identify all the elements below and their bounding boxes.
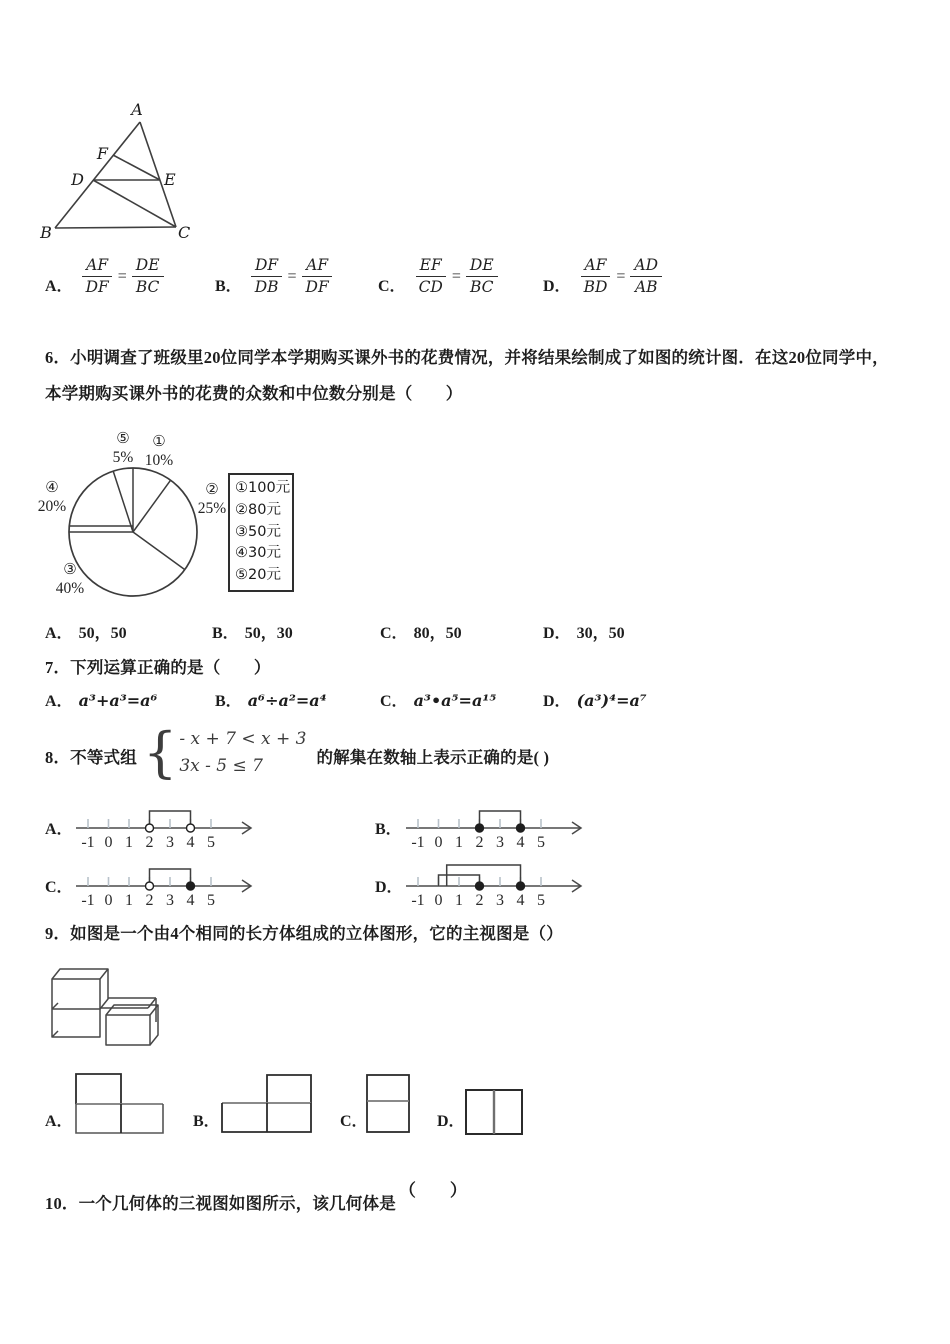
svg-text:-1: -1 bbox=[81, 834, 95, 851]
svg-text:5: 5 bbox=[207, 892, 215, 909]
legend-item: ③50元 bbox=[235, 523, 281, 540]
q7-options bbox=[45, 688, 915, 718]
svg-text:1: 1 bbox=[125, 834, 133, 851]
pie-label-4 bbox=[28, 478, 76, 516]
number-line-a bbox=[72, 798, 262, 854]
svg-text:0: 0 bbox=[434, 892, 443, 909]
option-letter: A． bbox=[45, 1113, 73, 1130]
cuboid-stack-figure bbox=[25, 958, 185, 1058]
q9-options bbox=[45, 1068, 915, 1142]
option-letter: B． bbox=[212, 625, 239, 642]
pie-legend bbox=[228, 473, 294, 592]
slice-id: ④ bbox=[45, 478, 59, 496]
fraction-denominator: BD bbox=[583, 278, 608, 297]
fraction-rhs bbox=[302, 256, 333, 298]
triangle-label-a: A bbox=[131, 100, 143, 119]
q5-option-a bbox=[45, 256, 164, 298]
q9-text: 9．如图是一个由4个相同的长方体组成的立体图形，它的主视图是（） bbox=[45, 924, 563, 943]
option-letter: A． bbox=[45, 625, 73, 642]
slice-id: ⑤ bbox=[116, 429, 130, 447]
q5-option-d bbox=[543, 256, 662, 298]
svg-text:0: 0 bbox=[434, 834, 443, 851]
option-letter: B． bbox=[375, 821, 402, 838]
option-letter: A． bbox=[45, 821, 73, 838]
legend-item: ②80元 bbox=[235, 501, 281, 518]
q5-option-c bbox=[378, 256, 498, 298]
option-letter: C． bbox=[380, 625, 408, 642]
svg-text:4: 4 bbox=[186, 834, 195, 851]
slice-percent: 40% bbox=[55, 580, 85, 597]
svg-text:1: 1 bbox=[455, 834, 463, 851]
equals-sign: = bbox=[616, 267, 626, 285]
triangle-label-b: B bbox=[40, 223, 52, 242]
q6-option-d bbox=[543, 620, 625, 643]
inequality-system bbox=[142, 721, 307, 784]
svg-text:5: 5 bbox=[537, 834, 545, 851]
equals-sign: = bbox=[451, 267, 461, 285]
option-letter: A． bbox=[45, 693, 73, 710]
q8-option-b bbox=[375, 798, 605, 856]
svg-text:2: 2 bbox=[145, 834, 154, 851]
fraction-numerator: EF bbox=[416, 256, 446, 277]
fraction-rhs bbox=[630, 256, 662, 298]
q6-text-line2: 本学期购买课外书的花费的众数和中位数分别是（ ） bbox=[45, 384, 463, 403]
system-line-top: - x + 7 < x + 3 bbox=[179, 729, 307, 749]
fraction-rhs bbox=[466, 256, 498, 298]
option-letter: D． bbox=[543, 693, 571, 710]
slice-id: ② bbox=[205, 480, 219, 498]
svg-text:4: 4 bbox=[516, 834, 525, 851]
legend-item: ④30元 bbox=[235, 545, 281, 562]
option-letter: C． bbox=[380, 693, 408, 710]
option-letter: A． bbox=[45, 278, 73, 296]
q10-statement bbox=[45, 1176, 467, 1214]
fraction-numerator: DE bbox=[466, 256, 498, 277]
q6-option-a bbox=[45, 620, 127, 643]
q10-answer-paren: （ ） bbox=[398, 1181, 467, 1200]
fraction-numerator: DF bbox=[251, 256, 282, 277]
q5-options bbox=[45, 256, 915, 314]
option-letter: B． bbox=[193, 1113, 220, 1130]
triangle-label-c: C bbox=[178, 223, 191, 242]
q6-text-line1: 6．小明调查了班级里20位同学本学期购买课外书的花费情况，并将结果绘制成了如图的统计图．在这20位同学中， bbox=[45, 348, 889, 367]
svg-text:3: 3 bbox=[166, 834, 174, 851]
svg-text:4: 4 bbox=[186, 892, 195, 909]
system-lines bbox=[179, 726, 306, 780]
option-text: 30，50 bbox=[576, 625, 625, 642]
q6-option-b bbox=[212, 620, 293, 643]
q5-option-b bbox=[215, 256, 333, 298]
option-letter: B． bbox=[215, 693, 242, 710]
option-letter: D． bbox=[543, 625, 571, 642]
q8-statement bbox=[45, 721, 550, 784]
q9-shape-d bbox=[465, 1089, 525, 1137]
q7-option-b bbox=[215, 688, 327, 711]
option-formula: a⁶÷a²=a⁴ bbox=[247, 691, 327, 710]
q8-option-c bbox=[45, 856, 275, 914]
svg-text:2: 2 bbox=[145, 892, 154, 909]
slice-percent: 5% bbox=[112, 449, 134, 466]
option-letter: C． bbox=[45, 879, 73, 896]
svg-text:4: 4 bbox=[516, 892, 525, 909]
q6-option-c bbox=[380, 620, 462, 643]
fraction-lhs bbox=[251, 256, 283, 298]
fraction-denominator: BC bbox=[469, 278, 494, 297]
svg-text:5: 5 bbox=[207, 834, 215, 851]
fraction-lhs bbox=[580, 256, 612, 298]
svg-text:3: 3 bbox=[166, 892, 174, 909]
option-text: 80，50 bbox=[413, 625, 462, 642]
q8-option-d bbox=[375, 856, 605, 914]
svg-text:2: 2 bbox=[475, 834, 484, 851]
pie-label-1 bbox=[135, 432, 183, 470]
svg-text:3: 3 bbox=[496, 892, 504, 909]
number-line-b bbox=[402, 798, 592, 854]
option-letter: C． bbox=[378, 278, 406, 296]
q6-options bbox=[45, 620, 915, 646]
svg-text:0: 0 bbox=[104, 892, 113, 909]
q7-text: 7．下列运算正确的是（ ） bbox=[45, 658, 271, 677]
q8-options-row2 bbox=[45, 856, 915, 914]
svg-text:2: 2 bbox=[475, 892, 484, 909]
svg-text:-1: -1 bbox=[81, 892, 95, 909]
equals-sign: = bbox=[287, 267, 297, 285]
option-formula: a³•a⁵=a¹⁵ bbox=[413, 691, 497, 710]
fraction-numerator: AF bbox=[82, 256, 112, 277]
fraction-numerator: AD bbox=[630, 256, 662, 277]
q7-option-a bbox=[45, 688, 158, 711]
triangle-label-e: E bbox=[164, 170, 176, 189]
q8-prefix: 8．不等式组 bbox=[45, 748, 137, 767]
svg-text:-1: -1 bbox=[411, 892, 425, 909]
pie-label-3 bbox=[46, 560, 94, 598]
svg-text:1: 1 bbox=[455, 892, 463, 909]
triangle-label-d: D bbox=[71, 170, 84, 189]
fraction-lhs bbox=[415, 256, 447, 298]
slice-percent: 10% bbox=[144, 452, 174, 469]
svg-text:0: 0 bbox=[104, 834, 113, 851]
fraction-denominator: AB bbox=[634, 278, 658, 297]
svg-text:1: 1 bbox=[125, 892, 133, 909]
q9-shape-b bbox=[221, 1073, 315, 1135]
option-text: 50，50 bbox=[78, 625, 127, 642]
option-formula: a³+a³=a⁶ bbox=[78, 691, 158, 710]
svg-text:-1: -1 bbox=[411, 834, 425, 851]
legend-item: ⑤20元 bbox=[235, 567, 281, 584]
fraction-denominator: DF bbox=[305, 278, 329, 297]
option-letter: C． bbox=[340, 1113, 368, 1130]
q10-text: 10．一个几何体的三视图如图所示，该几何体是 bbox=[45, 1194, 396, 1213]
system-line-bottom: 3x - 5 ≤ 7 bbox=[179, 756, 263, 776]
svg-text:5: 5 bbox=[537, 892, 545, 909]
fraction-numerator: DE bbox=[132, 256, 164, 277]
fraction-numerator: AF bbox=[302, 256, 332, 277]
svg-text:3: 3 bbox=[496, 834, 504, 851]
fraction-rhs bbox=[132, 256, 164, 298]
triangle-label-f: F bbox=[96, 144, 108, 163]
q9-shape-a bbox=[75, 1071, 167, 1136]
option-formula: (a³)⁴=a⁷ bbox=[576, 691, 647, 710]
q7-option-c bbox=[380, 688, 496, 711]
system-brace: { bbox=[142, 721, 178, 784]
q9-shape-c bbox=[366, 1074, 412, 1134]
option-text: 50，30 bbox=[244, 625, 293, 642]
option-letter: B． bbox=[215, 278, 242, 296]
fraction-denominator: BC bbox=[135, 278, 160, 297]
fraction-denominator: DF bbox=[85, 278, 109, 297]
equals-sign: = bbox=[117, 267, 127, 285]
q8-suffix: 的解集在数轴上表示正确的是( ) bbox=[316, 748, 550, 767]
slice-id: ① bbox=[152, 432, 166, 450]
legend-item: ①100元 bbox=[235, 480, 291, 496]
number-line-d bbox=[402, 856, 592, 912]
slice-percent: 20% bbox=[37, 498, 67, 515]
option-letter: D． bbox=[543, 278, 571, 296]
q7-option-d bbox=[543, 688, 647, 711]
q8-options-row1 bbox=[45, 798, 915, 856]
fraction-denominator: CD bbox=[418, 278, 443, 297]
q6-pie-figure bbox=[20, 420, 330, 625]
slice-id: ③ bbox=[63, 560, 77, 578]
number-line-c bbox=[72, 856, 262, 912]
slice-percent: 25% bbox=[197, 500, 227, 517]
option-letter: D． bbox=[375, 879, 403, 896]
triangle-figure bbox=[30, 95, 205, 247]
option-letter: D． bbox=[437, 1113, 465, 1130]
fraction-lhs bbox=[82, 256, 113, 298]
q8-option-a bbox=[45, 798, 275, 856]
fraction-denominator: DB bbox=[254, 278, 279, 297]
fraction-numerator: AF bbox=[581, 256, 611, 277]
